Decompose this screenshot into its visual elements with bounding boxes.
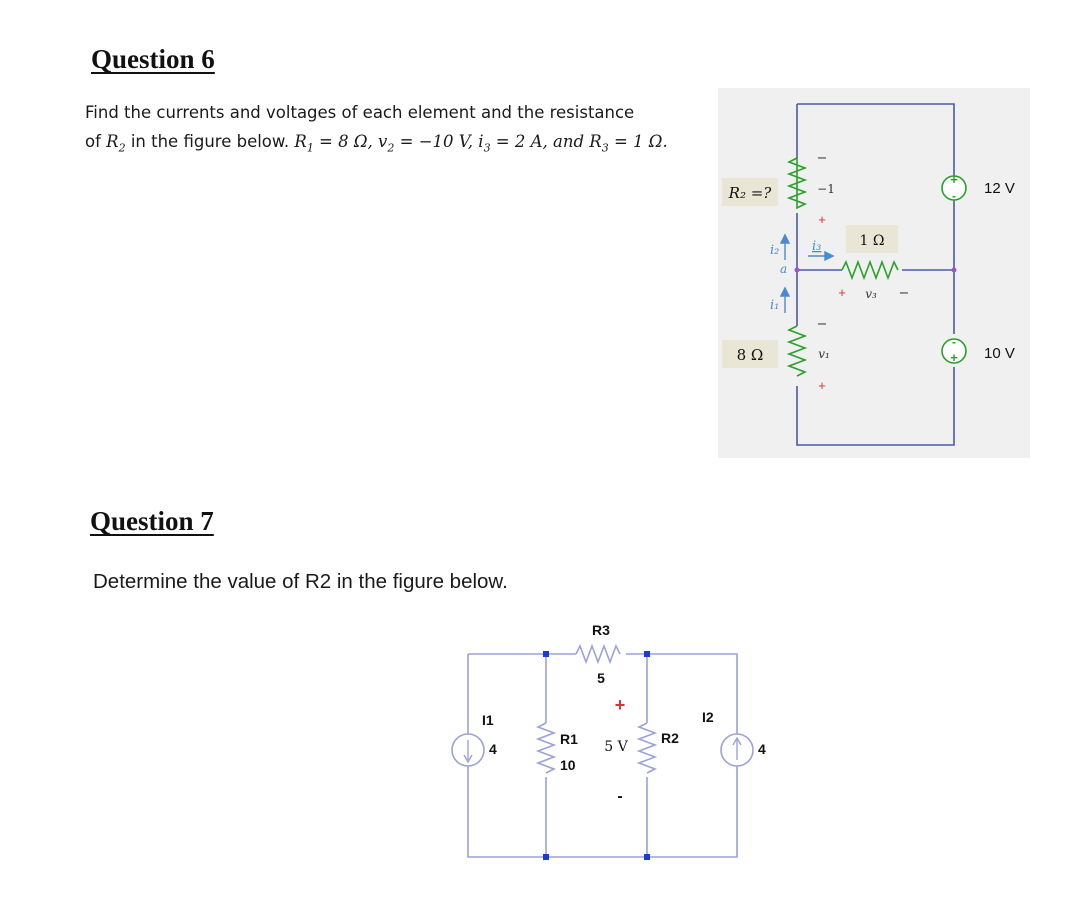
v2-minus: − [816,151,828,166]
r2-label: R₂ =? [728,184,772,202]
question-6-circuit-figure [718,88,1030,458]
src-top-plus: + [950,172,958,187]
node-right [952,268,957,273]
src-bot-label: 10 V [984,345,1015,362]
r3-label: 1 Ω [859,233,885,249]
v3-label: v₃ [865,287,877,301]
question-7-title: Question 7 [90,506,214,536]
question-6-text [85,98,715,162]
i2-value: 4 [758,741,766,757]
v1-label: v₁ [818,347,830,361]
v1-plus: + [818,378,826,393]
i3-label: i₃ [812,239,822,254]
r2-resistor [639,723,655,773]
voltage-label: 5 V [604,739,628,755]
i2-label: i₂ [770,243,780,258]
src-bot-minus: - [952,335,956,349]
r1-resistor [538,723,554,773]
v3-plus: + [838,285,846,300]
src-top-label: 12 V [984,180,1015,197]
i2-name: I2 [702,709,714,725]
question-6-line-1: Find the currents and voltages of each element and the resistance [85,103,635,122]
r3-resistor [576,646,620,662]
r1-value: 10 [560,757,576,773]
voltage-plus: + [614,695,626,715]
node-a [795,268,800,273]
r1-name: R1 [560,731,578,747]
src-bot-plus: + [950,350,958,365]
i1-value: 4 [489,741,497,757]
r1-minus: − [816,317,828,332]
r3-value: 5 [597,670,605,686]
question-7-circuit-figure [440,615,780,877]
i1-label: i₁ [770,298,780,313]
r2-name: R2 [661,730,679,746]
v3-minus: − [898,286,910,301]
r3-name: R3 [592,622,610,638]
node-a-label: a [780,262,788,276]
v2-value: −1 [817,182,835,196]
v2-plus: + [818,212,826,227]
question-6-line-2: of $R_2$ in the figure below. $R_1 = 8$ Ω, $v_2 = -10$ V, $i_3 = 2$ A, and $R_3 = 1$ Ω. [85,132,668,155]
src-top-minus: - [952,189,956,203]
i1-name: I1 [482,712,494,728]
given-values: $R_1 = 8$ Ω, $v_2 = -10$ V, $i_3 = 2$ A, and $R_3 = 1$ Ω. [294,132,668,155]
r1-label: 8 Ω [736,346,764,364]
question-7-text: Determine the value of R2 in the figure below. [93,570,508,593]
voltage-minus: - [617,788,623,805]
question-6-title: Question 6 [91,44,215,74]
